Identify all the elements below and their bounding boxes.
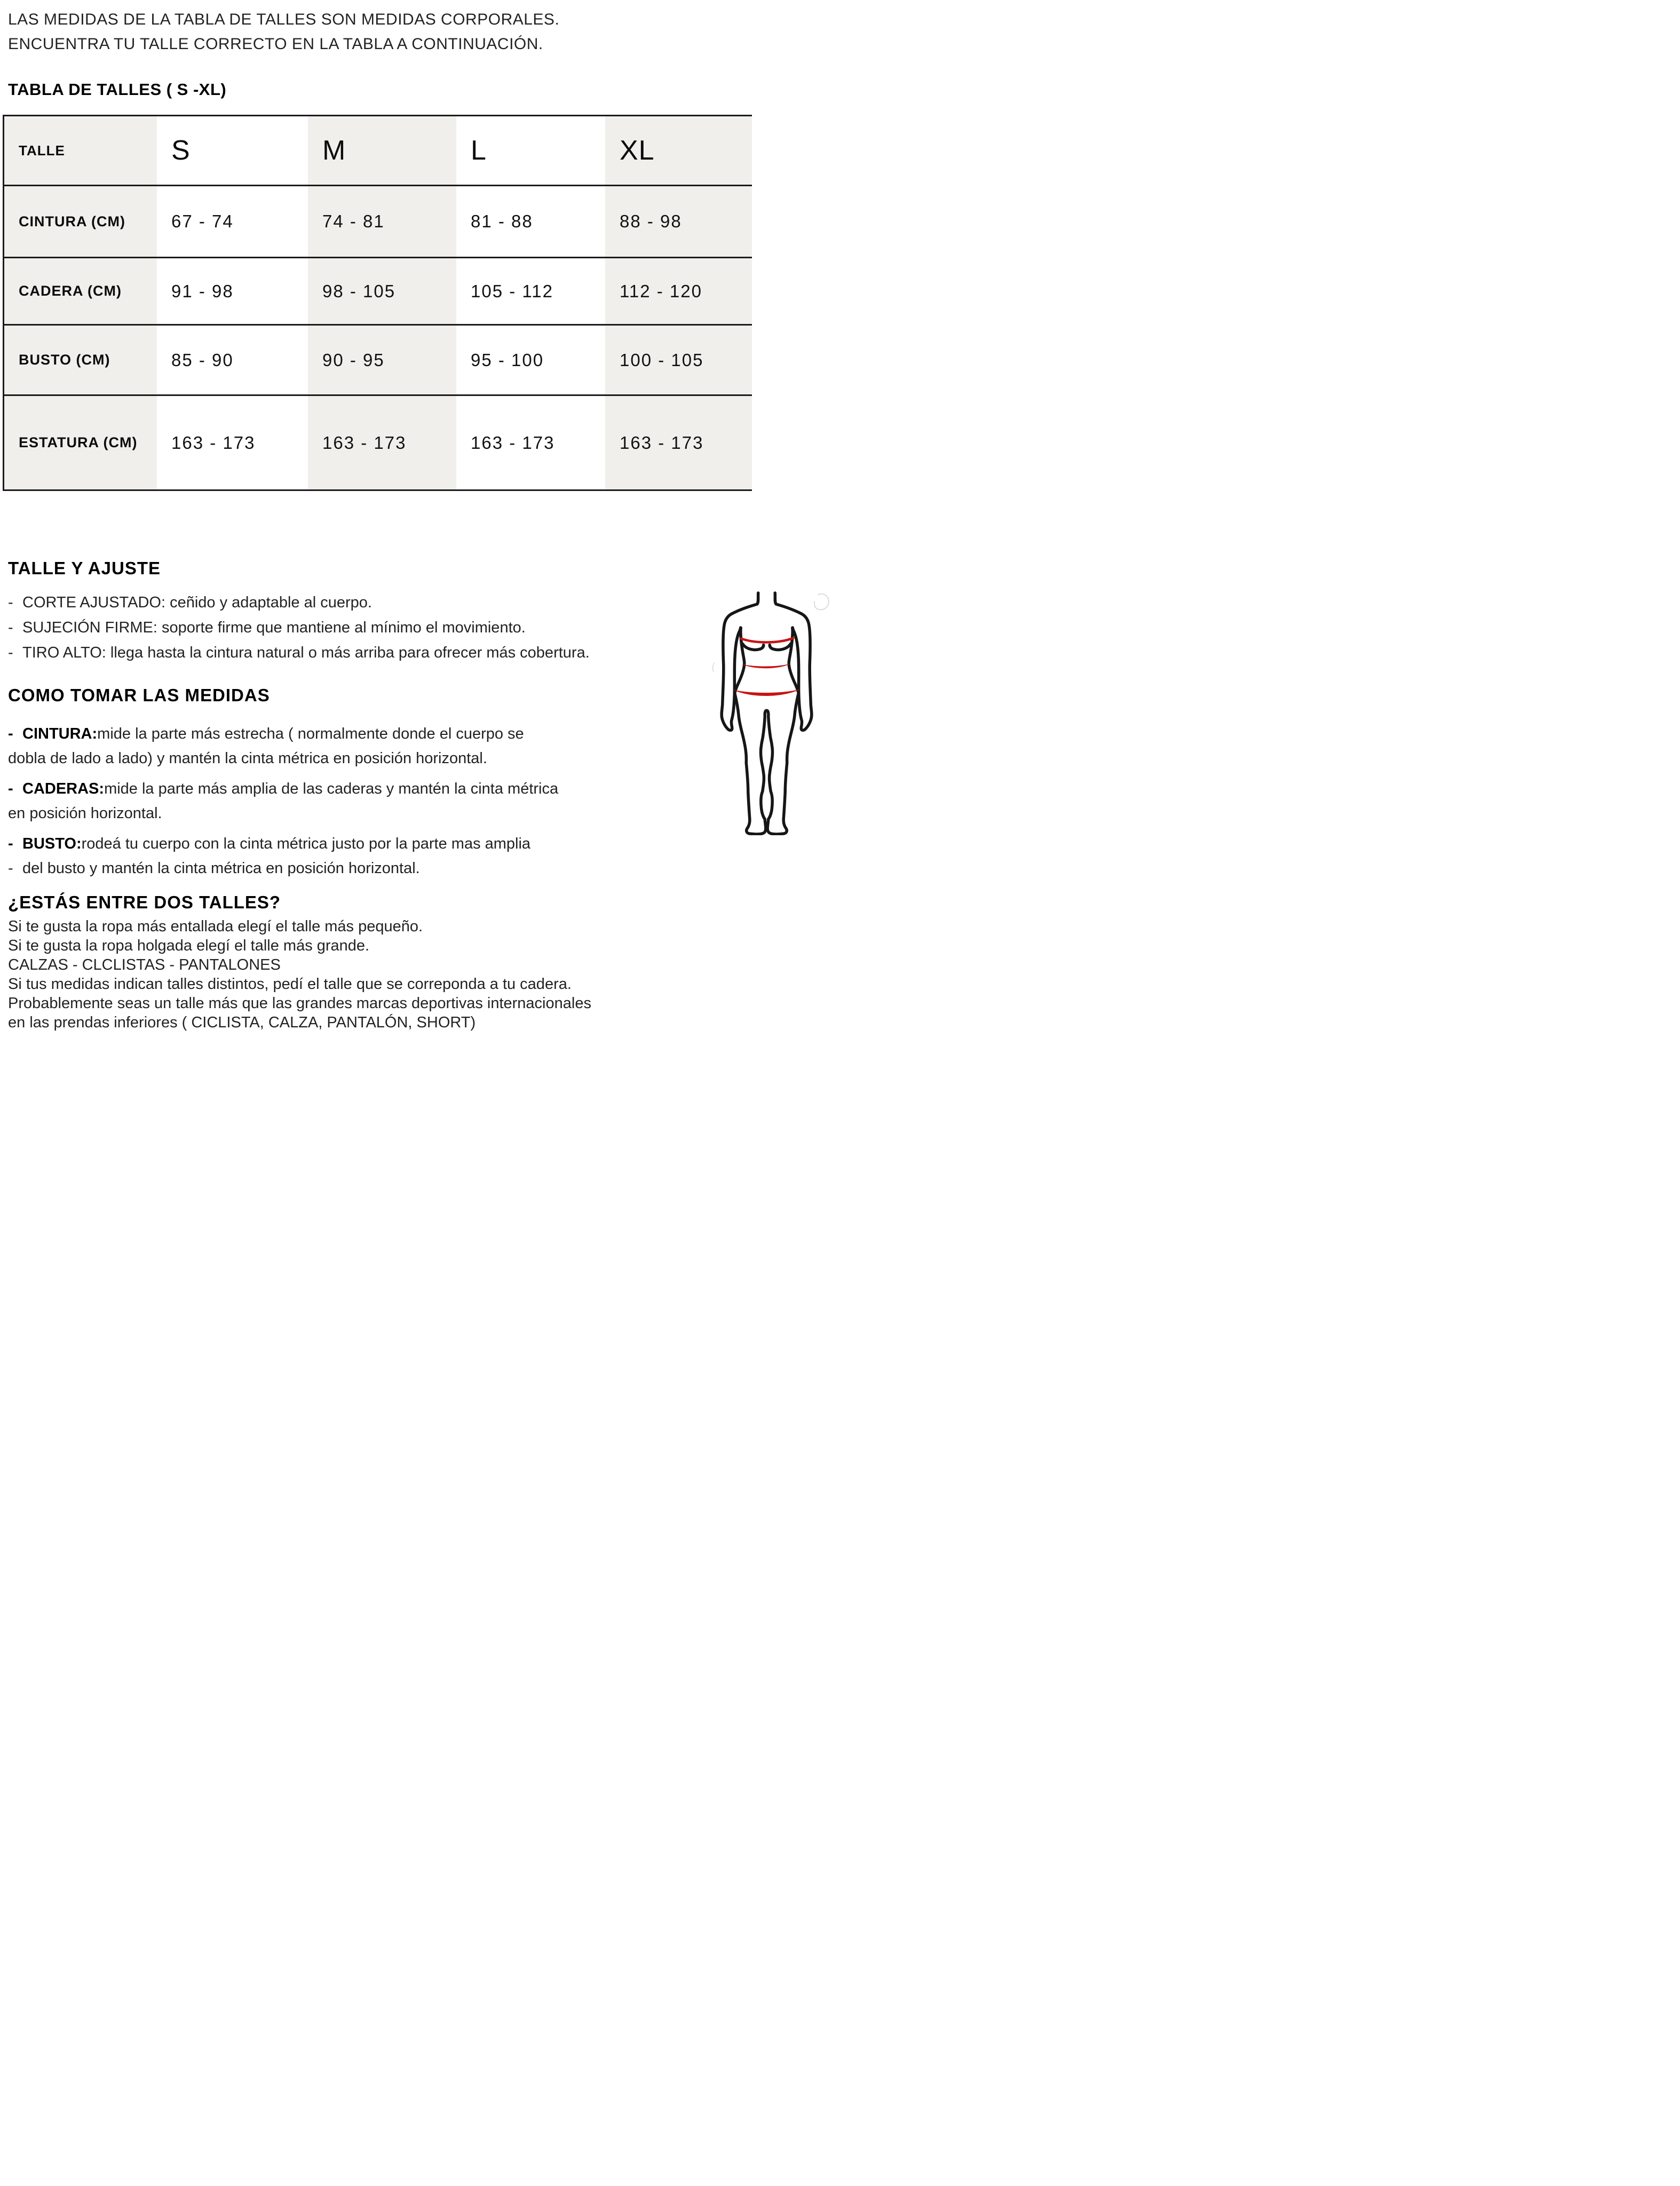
text-line: Si te gusta la ropa holgada elegí el talle más grande. — [8, 937, 370, 954]
text-line: en las prendas inferiores ( CICLISTA, CALZA, PANTALÓN, SHORT) — [8, 1014, 476, 1031]
fit-section-title: TALLE Y AJUSTE — [8, 558, 161, 578]
between-sizes-text — [8, 917, 591, 1032]
measure-label: BUSTO: — [22, 835, 82, 852]
table-cell: 163 - 173 — [157, 394, 308, 489]
table-cell: 163 - 173 — [308, 394, 456, 489]
header-size-xl: XL — [620, 135, 655, 166]
table-header-cell — [456, 116, 605, 185]
text-line: Si te gusta la ropa más entallada elegí el talle más pequeño. — [8, 918, 423, 935]
body-measurement-figure — [711, 576, 830, 835]
figure-body-outline-icon — [722, 593, 812, 834]
intro-line-1: LAS MEDIDAS DE LA TABLA DE TALLES SON MEDIDAS CORPORALES. — [8, 11, 560, 28]
table-cell: 105 - 112 — [456, 257, 605, 324]
table-cell: 85 - 90 — [157, 324, 308, 394]
table-cell: 100 - 105 — [605, 324, 752, 394]
fit-section-list — [8, 590, 590, 666]
table-cell: 67 - 74 — [157, 185, 308, 257]
table-cell: 88 - 98 — [605, 185, 752, 257]
size-table — [3, 115, 752, 491]
intro-text — [8, 7, 559, 57]
list-item-caderas: - CADERAS:mide la parte más amplia de las caderas y mantén la cinta métrica en posición horizontal. — [8, 780, 559, 822]
text-line: Si tus medidas indican talles distintos, pedí el talle que se correponda a tu cadera. — [8, 976, 572, 993]
header-size-l: L — [471, 135, 487, 166]
table-header-cell — [4, 116, 157, 185]
table-header-cell — [605, 116, 752, 185]
intro-line-2: ENCUENTRA TU TALLE CORRECTO EN LA TABLA A CONTINUACIÓN. — [8, 35, 543, 53]
header-size-m: M — [322, 135, 346, 166]
list-item-busto: - BUSTO:rodeá tu cuerpo con la cinta métrica justo por la parte mas amplia - del busto y mantén la cinta métrica en posición horizontal. — [8, 835, 531, 877]
figure-hip-measure-line — [733, 690, 801, 696]
measure-label: CINTURA: — [22, 725, 98, 742]
text-line: Probablemente seas un talle más que las grandes marcas deportivas internacionales — [8, 995, 591, 1012]
measure-section-list — [8, 722, 558, 886]
table-header-cell — [308, 116, 456, 185]
table-title: TABLA DE TALLES ( S -XL) — [8, 80, 227, 99]
table-cell: 98 - 105 — [308, 257, 456, 324]
sketch-artifact-icon — [814, 594, 829, 609]
list-item: - CORTE AJUSTADO: ceñido y adaptable al cuerpo. — [8, 594, 372, 611]
list-item: - TIRO ALTO: llega hasta la cintura natural o más arriba para ofrecer más cobertura. — [8, 644, 590, 661]
table-row-label: ESTATURA (CM) — [4, 394, 157, 489]
table-row-label: BUSTO (CM) — [4, 324, 157, 394]
table-cell: 90 - 95 — [308, 324, 456, 394]
sketch-artifact-icon — [712, 663, 714, 672]
table-header-cell — [157, 116, 308, 185]
figure-bust-measure-line — [741, 638, 794, 643]
header-talle: TALLE — [19, 142, 65, 159]
header-size-s: S — [171, 135, 191, 166]
between-sizes-title: ¿ESTÁS ENTRE DOS TALLES? — [8, 892, 281, 912]
size-guide-page — [0, 0, 840, 1093]
list-item: - SUJECIÓN FIRME: soporte firme que mantiene al mínimo el movimiento. — [8, 619, 526, 636]
table-cell: 163 - 173 — [456, 394, 605, 489]
table-row-label: CADERA (CM) — [4, 257, 157, 324]
list-item-cintura: - CINTURA:mide la parte más estrecha ( normalmente donde el cuerpo se dobla de lado a lado) y mantén la cinta métrica en posición horizontal. — [8, 725, 524, 767]
table-cell: 163 - 173 — [605, 394, 752, 489]
table-cell: 74 - 81 — [308, 185, 456, 257]
table-cell: 95 - 100 — [456, 324, 605, 394]
table-row-label: CINTURA (CM) — [4, 185, 157, 257]
table-cell: 91 - 98 — [157, 257, 308, 324]
measure-label: CADERAS: — [22, 780, 105, 797]
table-cell: 81 - 88 — [456, 185, 605, 257]
measure-section-title: COMO TOMAR LAS MEDIDAS — [8, 685, 270, 705]
text-line: CALZAS - CLCLISTAS - PANTALONES — [8, 956, 281, 973]
figure-waist-measure-line — [742, 664, 791, 669]
table-cell: 112 - 120 — [605, 257, 752, 324]
